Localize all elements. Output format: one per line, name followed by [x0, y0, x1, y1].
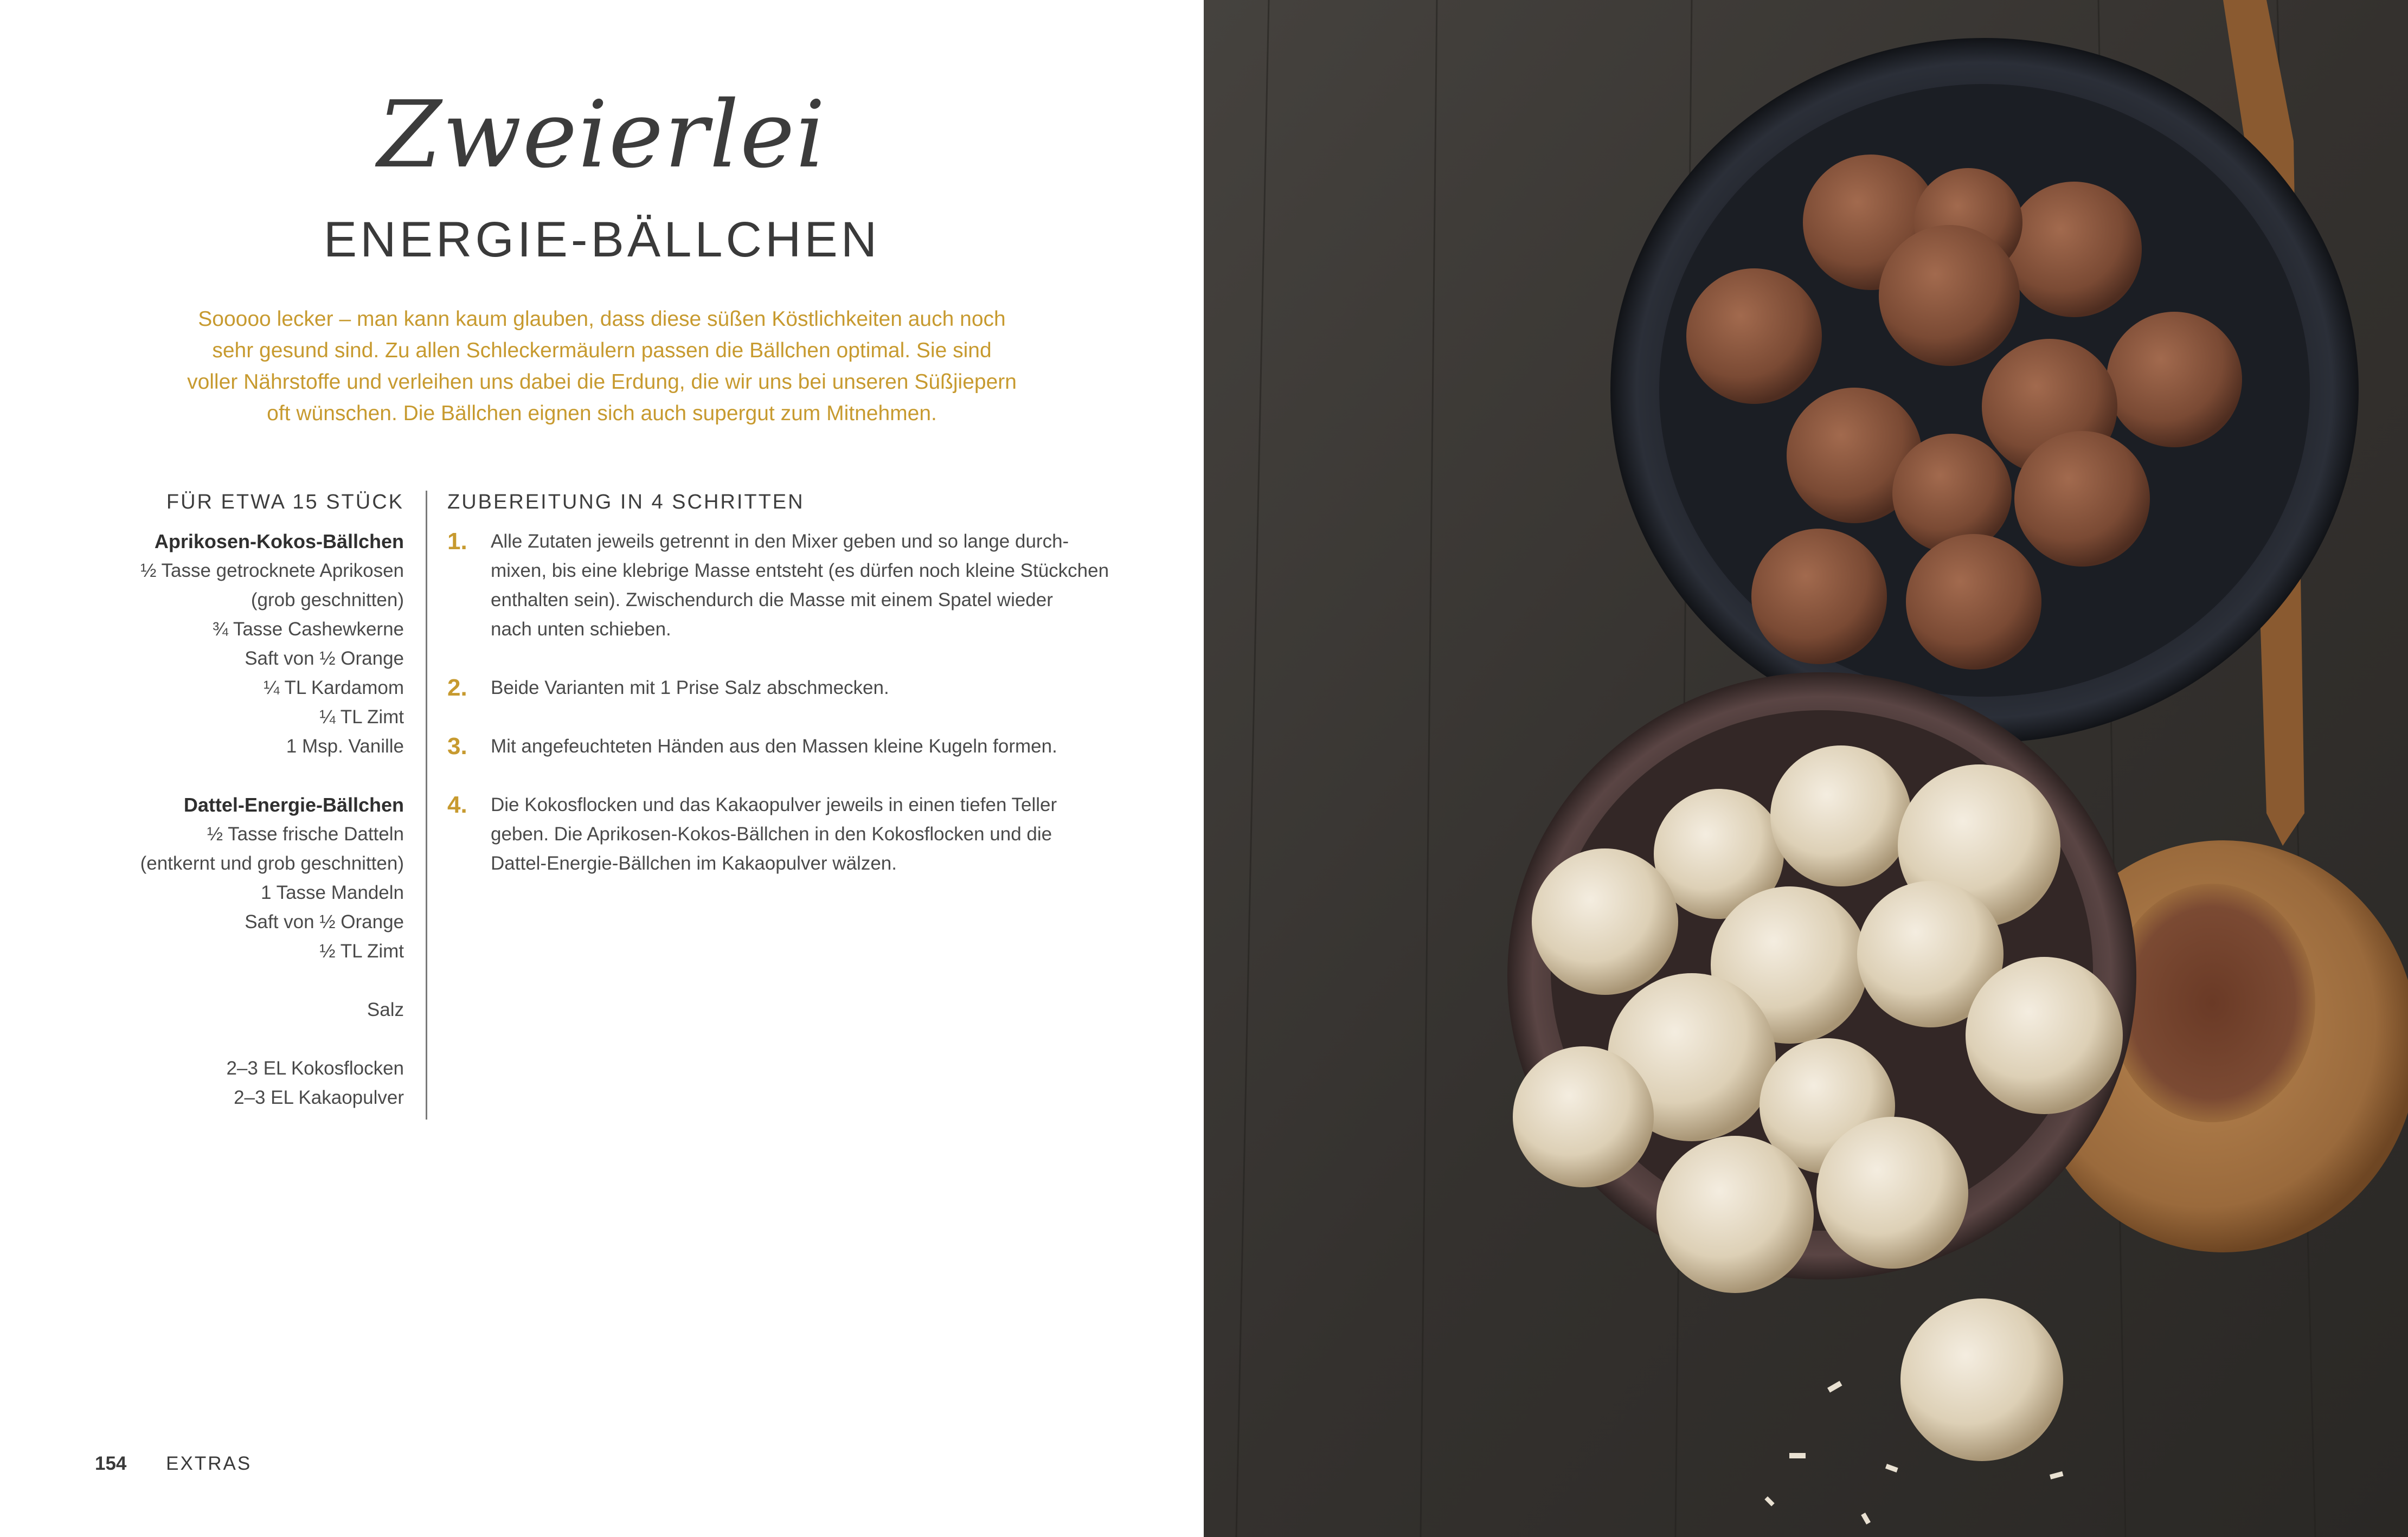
step-text: Die Kokosflocken und das Kakaopulver jeweils in einen tiefen Teller [491, 794, 1057, 815]
ingredient-group-title: Aprikosen-Kokos-Bällchen [154, 530, 404, 552]
cocoa-ball [2107, 312, 2242, 447]
cocoa-ball [1906, 534, 2041, 670]
cocoa-ball [1892, 434, 2012, 553]
food-photo [1204, 0, 2408, 1537]
page-title: ENERGIE-BÄLLCHEN [323, 212, 881, 267]
step-text: geben. Die Aprikosen-Kokos-Bällchen in den Kokosflocken und die [491, 824, 1052, 845]
ingredient-item: ¼ TL Zimt [319, 706, 404, 728]
coconut-ball [1656, 1136, 1814, 1293]
ingredient-item: Saft von ½ Orange [245, 911, 404, 933]
ingredient-salt: Salz [367, 999, 404, 1020]
cocoa-ball [1879, 225, 2020, 366]
script-title: Zweierlei [377, 81, 826, 189]
cocoa-ball [1751, 529, 1887, 664]
ingredient-group-title: Dattel-Energie-Bällchen [183, 794, 404, 816]
ingredient-item: 1 Msp. Vanille [286, 736, 404, 757]
cocoa-powder [2109, 884, 2315, 1122]
photo-illustration [1204, 0, 2408, 1537]
ingredients-heading: FÜR ETWA 15 STÜCK [166, 491, 404, 513]
step-text: Beide Varianten mit 1 Prise Salz abschmecken. [491, 677, 889, 698]
ingredient-item: (grob geschnitten) [251, 589, 404, 610]
coconut-ball [1770, 745, 1911, 886]
step-number: 1. [447, 528, 467, 555]
ingredient-item: Saft von ½ Orange [245, 648, 404, 669]
page-number: 154 [95, 1453, 127, 1474]
ingredient-item: ¼ TL Kardamom [264, 677, 404, 698]
cocoa-ball [2014, 431, 2150, 567]
coconut-ball [1816, 1117, 1968, 1269]
ingredient-item: ¾ Tasse Cashewkerne [212, 619, 404, 640]
step-text: enthalten sein). Zwischendurch die Masse mit einem Spatel wieder [491, 589, 1053, 610]
step-text: Mit angefeuchteten Händen aus den Massen kleine Kugeln formen. [491, 736, 1057, 757]
steps-column [447, 488, 1152, 878]
step-number: 2. [447, 674, 467, 701]
step-number: 3. [447, 733, 467, 760]
intro-line: Sooooo lecker – man kann kaum glauben, dass diese süßen Köstlichkeiten auch noch [198, 307, 1006, 331]
page-footer [95, 1453, 252, 1475]
intro-line: voller Nährstoffe und verleihen uns dabei die Erdung, die wir uns bei unseren Süßjiepern [187, 370, 1017, 394]
cocoa-ball [1686, 268, 1822, 404]
ingredients-column [70, 488, 404, 1112]
ingredient-item: ½ Tasse frische Datteln [207, 824, 404, 845]
step-text: Alle Zutaten jeweils getrennt in den Mixer geben und so lange durch- [491, 531, 1069, 552]
coconut-ball [1966, 957, 2123, 1114]
intro-line: oft wünschen. Die Bällchen eignen sich auch supergut zum Mitnehmen. [267, 402, 937, 425]
ingredient-item: 2–3 EL Kokosflocken [226, 1058, 404, 1079]
ingredient-item: 1 Tasse Mandeln [261, 882, 404, 903]
step-3 [447, 732, 1152, 761]
cocoa-ball [2006, 182, 2142, 317]
step-text: mixen, bis eine klebrige Masse entsteht (es dürfen noch kleine Stückchen [491, 560, 1109, 581]
intro-paragraph [152, 304, 1052, 429]
ingredient-item: (entkernt und grob geschnitten) [140, 853, 404, 874]
ingredient-item: ½ TL Zimt [319, 941, 404, 962]
step-text: nach unten schieben. [491, 619, 671, 640]
coconut-ball [1532, 848, 1678, 995]
ingredient-item: ½ Tasse getrocknete Aprikosen [140, 560, 404, 581]
section-label: EXTRAS [166, 1453, 252, 1474]
step-number: 4. [447, 792, 467, 818]
step-2 [447, 673, 1152, 703]
column-divider [426, 491, 427, 1120]
steps-heading: ZUBEREITUNG IN 4 SCHRITTEN [447, 491, 805, 513]
intro-line: sehr gesund sind. Zu allen Schleckermäulern passen die Bällchen optimal. Sie sind [212, 339, 992, 362]
coconut-ball-single [1900, 1298, 2063, 1461]
step-1 [447, 527, 1152, 644]
ingredient-item: 2–3 EL Kakaopulver [234, 1087, 404, 1108]
step-4 [447, 790, 1152, 878]
step-text: Dattel-Energie-Bällchen im Kakaopulver wälzen. [491, 853, 897, 874]
coconut-ball [1513, 1046, 1654, 1187]
